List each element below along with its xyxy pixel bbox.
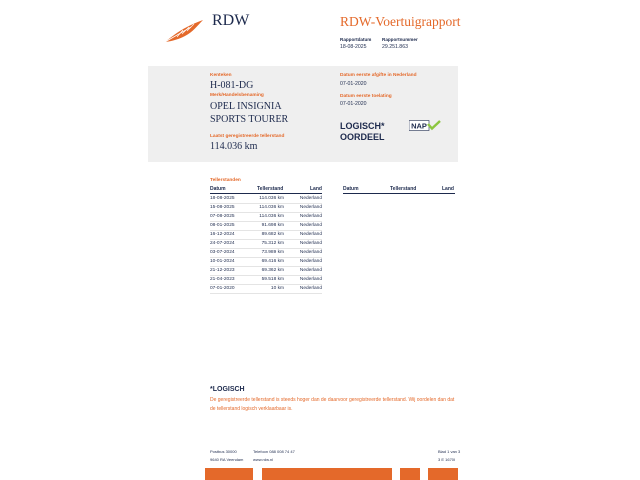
row-reading: 10 km <box>270 286 284 291</box>
footnote-text: De geregistreerde tellerstand is steeds hoger dan de daarvoor geregistreerde tellerstand. Wij oordelen dan dat de tellerstand logisch verklaarbaar is. <box>210 397 455 412</box>
first-admission-date: 07-01-2020 <box>340 81 367 87</box>
row-country: Nederland <box>299 277 322 282</box>
footer-address: 9640 RA Veendam <box>210 457 244 462</box>
footer-stripe <box>400 468 420 480</box>
verdict-line-1: LOGISCH* <box>340 121 385 131</box>
row-country: Nederland <box>299 232 322 237</box>
row-date: 10-01-2024 <box>210 259 235 264</box>
row-country: Nederland <box>299 268 322 273</box>
license-plate: H-081-DG <box>210 80 254 91</box>
footer-page-number: Blad 1 van 3 <box>438 449 461 454</box>
odometer-section-title: Tellerstanden <box>210 178 241 183</box>
first-registration-date: 07-01-2020 <box>340 101 367 107</box>
row-country: Nederland <box>299 196 322 201</box>
row-date: 16-12-2024 <box>210 232 235 237</box>
row-country: Nederland <box>299 205 322 210</box>
model-line-2: SPORTS TOURER <box>210 114 289 125</box>
row-date: 21-04-2023 <box>210 277 235 282</box>
footer-code: 3 E 1670I <box>438 457 456 462</box>
row-reading: 69.416 km <box>261 259 284 264</box>
table-header-divider-2 <box>343 193 455 194</box>
row-reading: 69.362 km <box>261 268 284 273</box>
row-reading: 59.518 km <box>261 277 284 282</box>
model-label: Merk/Handelsbenaming <box>210 93 264 98</box>
vehicle-summary-panel <box>148 66 458 162</box>
plate-label: Kenteken <box>210 73 232 78</box>
row-reading: 114.036 km <box>259 205 284 210</box>
row-date: 15-08-2025 <box>210 205 235 210</box>
report-number: 29.251.863 <box>382 44 408 50</box>
row-date: 07-08-2025 <box>210 214 235 219</box>
row-date: 18-08-2025 <box>210 196 235 201</box>
row-date: 08-01-2025 <box>210 223 235 228</box>
col-date-header-2: Datum <box>343 186 359 192</box>
row-country: Nederland <box>299 214 322 219</box>
footer-stripe <box>428 468 458 480</box>
row-reading: 114.036 km <box>259 196 284 201</box>
verdict <box>340 121 385 143</box>
col-country-header-2: Land <box>442 186 454 192</box>
row-reading: 73.989 km <box>261 250 284 255</box>
row-country: Nederland <box>299 223 322 228</box>
last-odometer-label: Laatst geregistreerde tellerstand <box>210 134 285 139</box>
row-date: 03-07-2024 <box>210 250 235 255</box>
first-registration-label: Datum eerste toelating <box>340 94 392 99</box>
document-title: RDW-Voertuigrapport <box>340 14 461 29</box>
brand-name: RDW <box>212 12 250 29</box>
footer-phone: Telefoon 088 008 74 47 <box>253 449 295 454</box>
report-date: 18-08-2025 <box>340 44 367 50</box>
footer-stripe <box>205 468 253 480</box>
row-reading: 114.036 km <box>259 214 284 219</box>
nap-logo-text: NAP <box>411 121 427 131</box>
col-reading-header: Tellerstand <box>257 186 284 192</box>
row-country: Nederland <box>299 286 322 291</box>
row-reading: 89.682 km <box>261 232 284 237</box>
nap-check-logo-icon <box>409 120 441 131</box>
row-date: 07-01-2020 <box>210 286 235 291</box>
row-date: 24-07-2024 <box>210 241 235 246</box>
last-odometer: 114.036 km <box>210 141 258 152</box>
col-reading-header-2: Tellerstand <box>390 186 417 192</box>
row-reading: 91.698 km <box>261 223 284 228</box>
footer-website: www.rdw.nl <box>253 457 274 462</box>
footnote-title: *LOGISCH <box>210 386 245 393</box>
model-line-1: OPEL INSIGNIA <box>210 101 282 112</box>
report-number-label: Rapportnummer <box>382 37 418 42</box>
footer-postbox: Postbus 30000 <box>210 449 237 454</box>
table-row <box>210 284 322 294</box>
col-date-header: Datum <box>210 186 226 192</box>
verdict-line-2: OORDEEL <box>340 132 385 142</box>
row-reading: 75.312 km <box>261 241 284 246</box>
footer-stripe <box>262 468 392 480</box>
row-country: Nederland <box>299 259 322 264</box>
first-admission-label: Datum eerste afgifte in Nederland <box>340 73 417 78</box>
row-country: Nederland <box>299 250 322 255</box>
row-country: Nederland <box>299 241 322 246</box>
row-date: 21-12-2023 <box>210 268 235 273</box>
report-date-label: Rapportdatum <box>340 37 372 42</box>
col-country-header: Land <box>310 186 322 192</box>
rdw-feather-logo-icon <box>163 18 205 44</box>
